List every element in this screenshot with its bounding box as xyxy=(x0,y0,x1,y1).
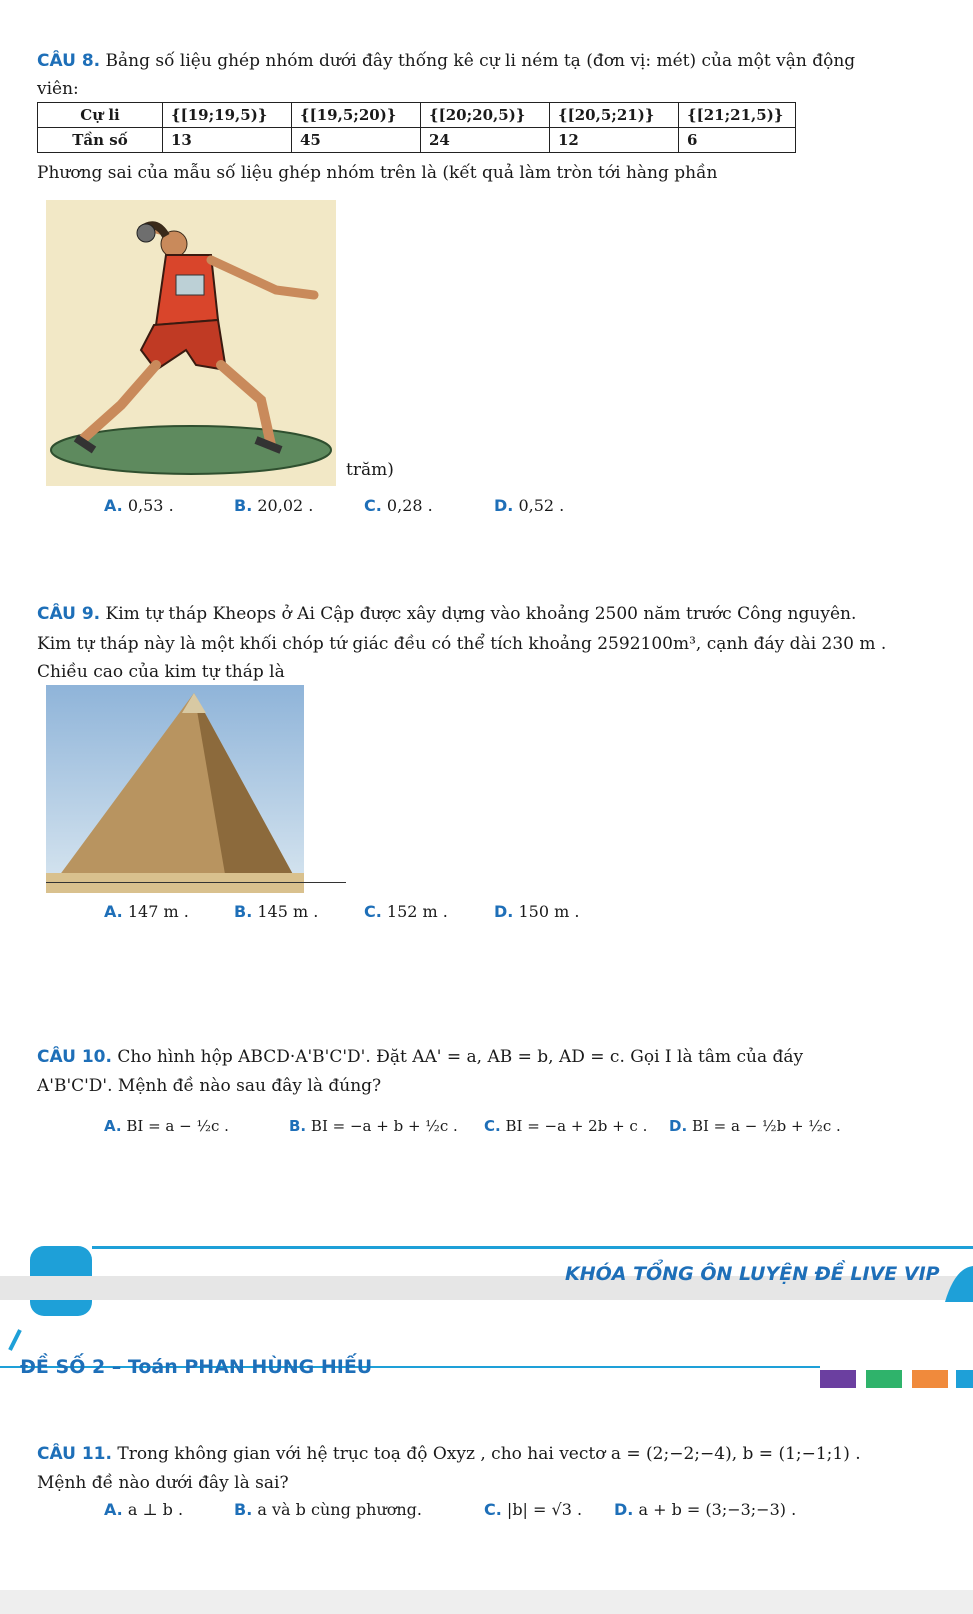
q8-text: Bảng số liệu ghép nhóm dưới đây thống kê cự li ném tạ (đơn vị: mét) của một vận động xyxy=(105,51,856,71)
table-row xyxy=(38,128,796,153)
row-header: Cự li xyxy=(38,103,163,128)
q8-options xyxy=(104,496,624,515)
q9-line2: Kim tự tháp này là một khối chóp tứ giác đều có thể tích khoảng 2592100m³, cạnh đáy dài 230 m . xyxy=(37,634,887,654)
q9-label: CÂU 9. xyxy=(37,604,101,624)
q8-label: CÂU 8. xyxy=(37,51,101,71)
q9-line1: CÂU 9. Kim tự tháp Kheops ở Ai Cập được xây dựng vào khoảng 2500 năm trước Công nguyên. xyxy=(37,604,857,624)
option-d[interactable]: D. 150 m . xyxy=(494,902,580,921)
exam-title: ĐỀ SỐ 2 – Toán PHAN HÙNG HIẾU xyxy=(20,1356,373,1378)
option-c[interactable]: C. 0,28 . xyxy=(364,496,433,515)
table-cell: 45 xyxy=(292,128,421,153)
table-cell: 12 xyxy=(550,128,679,153)
option-b[interactable]: B. a và b cùng phương. xyxy=(234,1500,423,1519)
q10-options xyxy=(104,1117,869,1135)
q10-line2: A'B'C'D'. Mệnh đề nào sau đây là đúng? xyxy=(37,1076,382,1096)
option-c[interactable]: C. |b| = √3 . xyxy=(484,1500,583,1519)
table-cell: 13 xyxy=(163,128,292,153)
q10-label: CÂU 10. xyxy=(37,1047,112,1067)
option-b[interactable]: B. 20,02 . xyxy=(234,496,314,515)
table-cell: {[20,5;21)} xyxy=(550,103,679,128)
table-cell: {[20;20,5)} xyxy=(421,103,550,128)
option-d[interactable]: D. BI = a − ½b + ½c . xyxy=(669,1117,841,1135)
row-header: Tần số xyxy=(38,128,163,153)
q9-options xyxy=(104,902,624,921)
table-cell: {[19;19,5)} xyxy=(163,103,292,128)
q11-line2: Mệnh đề nào dưới đây là sai? xyxy=(37,1473,289,1493)
q8-text2: viên: xyxy=(37,79,79,99)
option-c[interactable]: C. BI = −a + 2b + c . xyxy=(484,1117,648,1135)
q10-line1: CÂU 10. Cho hình hộp ABCD·A'B'C'D'. Đặt AA' = a, AB = b, AD = c. Gọi I là tâm của đáy xyxy=(37,1047,804,1067)
option-a[interactable]: A. BI = a − ½c . xyxy=(104,1117,229,1135)
table-cell: 6 xyxy=(679,128,796,153)
shot-put-athlete-image xyxy=(46,200,336,486)
q8-stem xyxy=(37,48,937,74)
option-a[interactable]: A. 0,53 . xyxy=(104,496,174,515)
q9-line3: Chiều cao của kim tự tháp là xyxy=(37,662,285,682)
option-b[interactable]: B. BI = −a + b + ½c . xyxy=(289,1117,458,1135)
option-b[interactable]: B. 145 m . xyxy=(234,902,319,921)
pyramid-image xyxy=(46,685,304,893)
table-cell: {[19,5;20)} xyxy=(292,103,421,128)
option-a[interactable]: A. a ⊥ b . xyxy=(104,1500,184,1519)
table-row xyxy=(38,103,796,128)
q8-question-end: trăm) xyxy=(346,460,394,480)
q11-options xyxy=(104,1500,834,1519)
frequency-table xyxy=(37,102,796,153)
option-c[interactable]: C. 152 m . xyxy=(364,902,448,921)
q11-label: CÂU 11. xyxy=(37,1444,112,1464)
q8-question: Phương sai của mẫu số liệu ghép nhóm trên là (kết quả làm tròn tới hàng phần xyxy=(37,163,718,183)
q11-line1: CÂU 11. Trong không gian với hệ trục toạ độ Oxyz , cho hai vectơ a = (2;−2;−4), b = (1;−1;1) . xyxy=(37,1444,861,1464)
page-footer-bar xyxy=(0,1590,973,1614)
option-d[interactable]: D. a + b = (3;−3;−3) . xyxy=(614,1500,797,1519)
option-a[interactable]: A. 147 m . xyxy=(104,902,189,921)
divider xyxy=(46,882,346,883)
table-cell: {[21;21,5)} xyxy=(679,103,796,128)
course-title: KHÓA TỔNG ÔN LUYỆN ĐỀ LIVE VIP xyxy=(565,1263,940,1285)
table-cell: 24 xyxy=(421,128,550,153)
option-d[interactable]: D. 0,52 . xyxy=(494,496,565,515)
